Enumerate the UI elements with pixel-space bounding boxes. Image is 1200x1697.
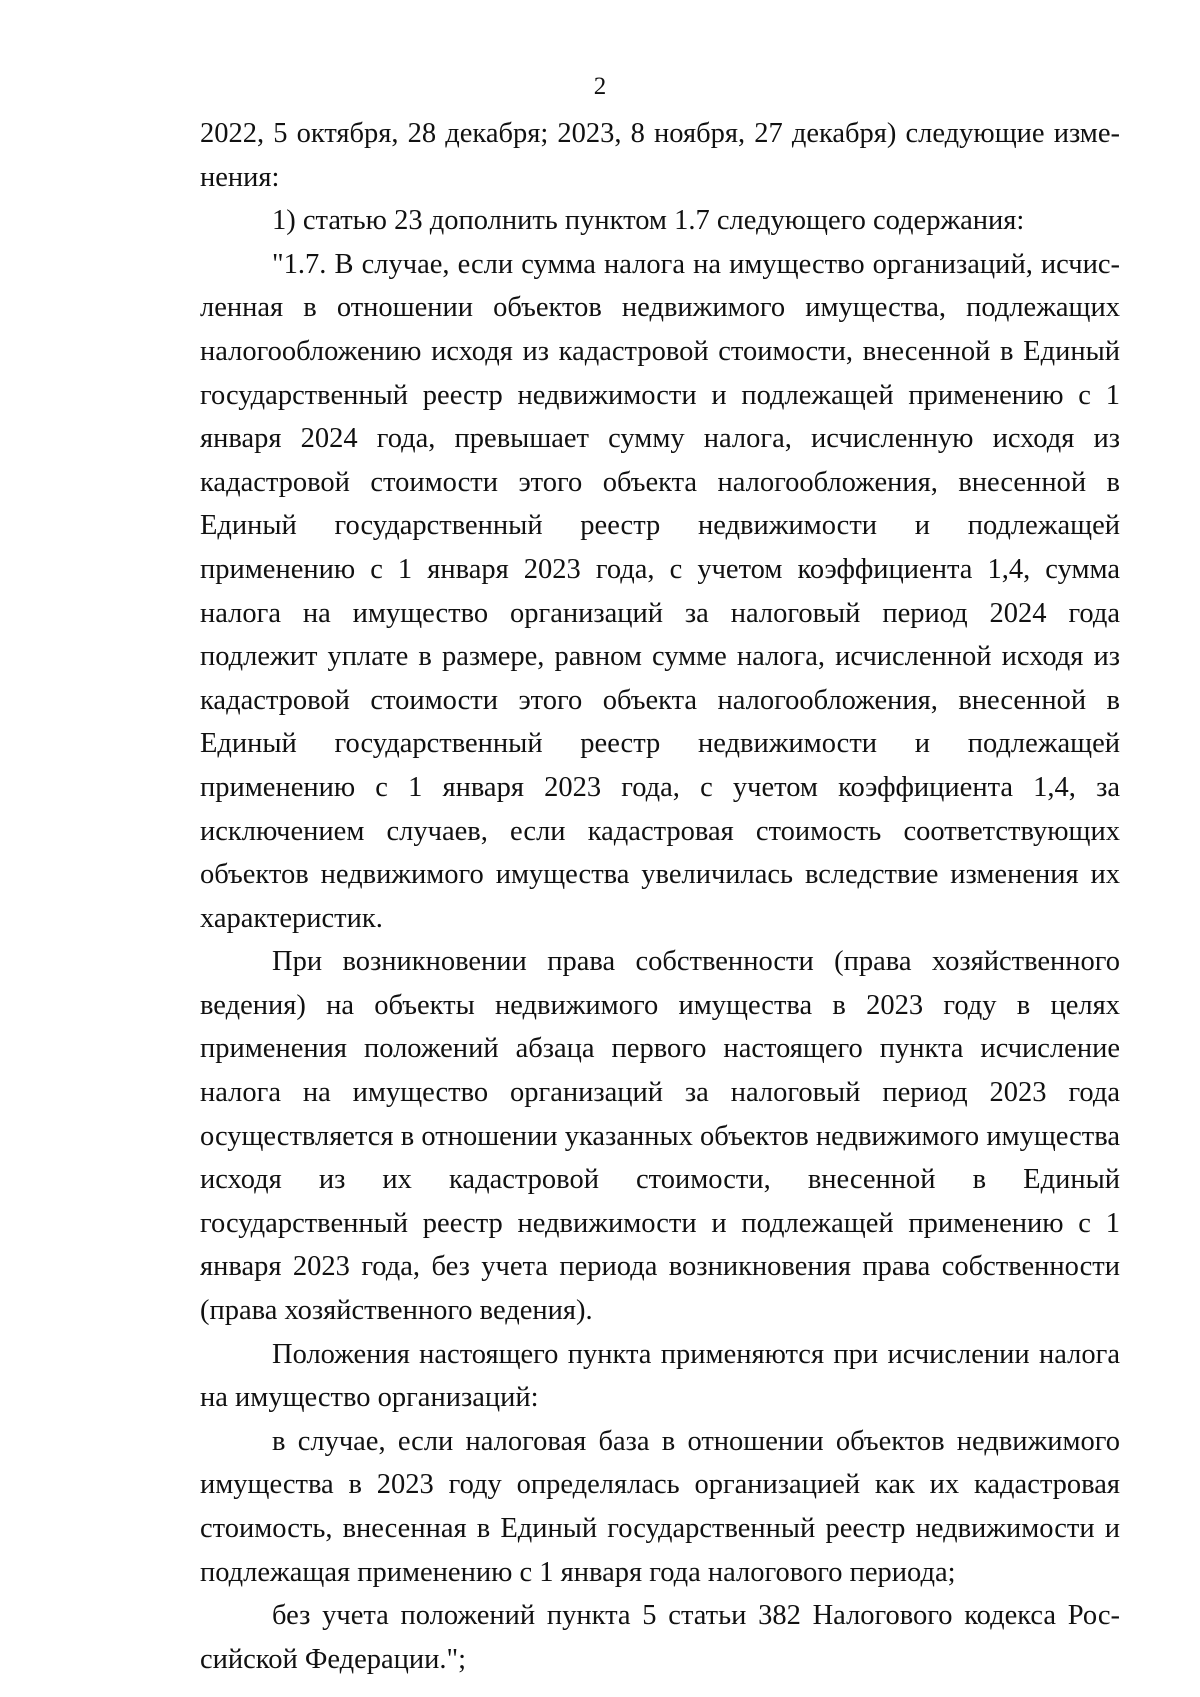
paragraph-condition-tax-base: в случае, если налоговая база в отношении объектов недвижимого имущества в 2023 году определялась организацией как их кадастровая стоимость, внесенная в Единый государственный реестр недвижимости и подлежащая применению с 1 января года налогового периода; <box>200 1425 1120 1588</box>
paragraph-ownership-rights: При возникновении права собственности (права хозяйственного ведения) на объекты недвижимого имущества в 2023 году в целях применения положений абзаца первого настоящего пункта исчисление налога на имущество организаций за налоговый период 2023 года осуществляется в отношении указанных объектов недвижимого имущества исходя из их кадастровой стоимости, внесенной в Единый государственный реестр недвижимости и подлежащей применению с 1 января 2023 года, без учета периода возникновения права собственности (права хозяйственного ведения). <box>200 946 1120 1327</box>
paragraph-application-conditions: Положения настоящего пункта применяются при исчислении налога на имущество организаций: <box>200 1338 1120 1414</box>
paragraph-clause-1-7: "1.7. В случае, если сумма налога на имущество организаций, исчисленная в отношении объектов недвижимого имущества, подлежащих налогообложению исходя из кадастровой стоимости, внесенной в Единый государственный реестр недвижимости и подлежащей применению с 1 января 2024 года, превышает сумму налога, исчисленную исходя из кадастровой стоимости этого объекта налогообложения, внесенной в Единый государственный реестр недвижимости и подлежащей применению с 1 января 2023 года, с учетом коэффициента 1,4, сумма налога на имущество организаций за налоговый период 2024 года подлежит уплате в размере, равном сумме налога, исчисленной исходя из кадастровой стоимости этого объекта налогообложения, внесенной в Единый государственный реестр недвижимости и подлежащей применению с 1 января 2023 года, с учетом коэффициента 1,4, за исключением случаев, если кадастровая стоимость соответствующих объектов недвижимого имущества увеличилась вследствие изменения их характеристик. <box>200 248 1120 934</box>
document-body <box>200 112 1120 1681</box>
paragraph-condition-tax-code: без учета положений пункта 5 статьи 382 Налогового кодекса Российской Федерации."; <box>200 1600 1120 1675</box>
paragraph-continuation: 2022, 5 октября, 28 декабря; 2023, 8 ноября, 27 декабря) следующие изменения: <box>200 118 1120 193</box>
page-number: 2 <box>593 73 607 100</box>
paragraph-item-1: 1) статью 23 дополнить пунктом 1.7 следующего содержания: <box>272 205 1025 237</box>
